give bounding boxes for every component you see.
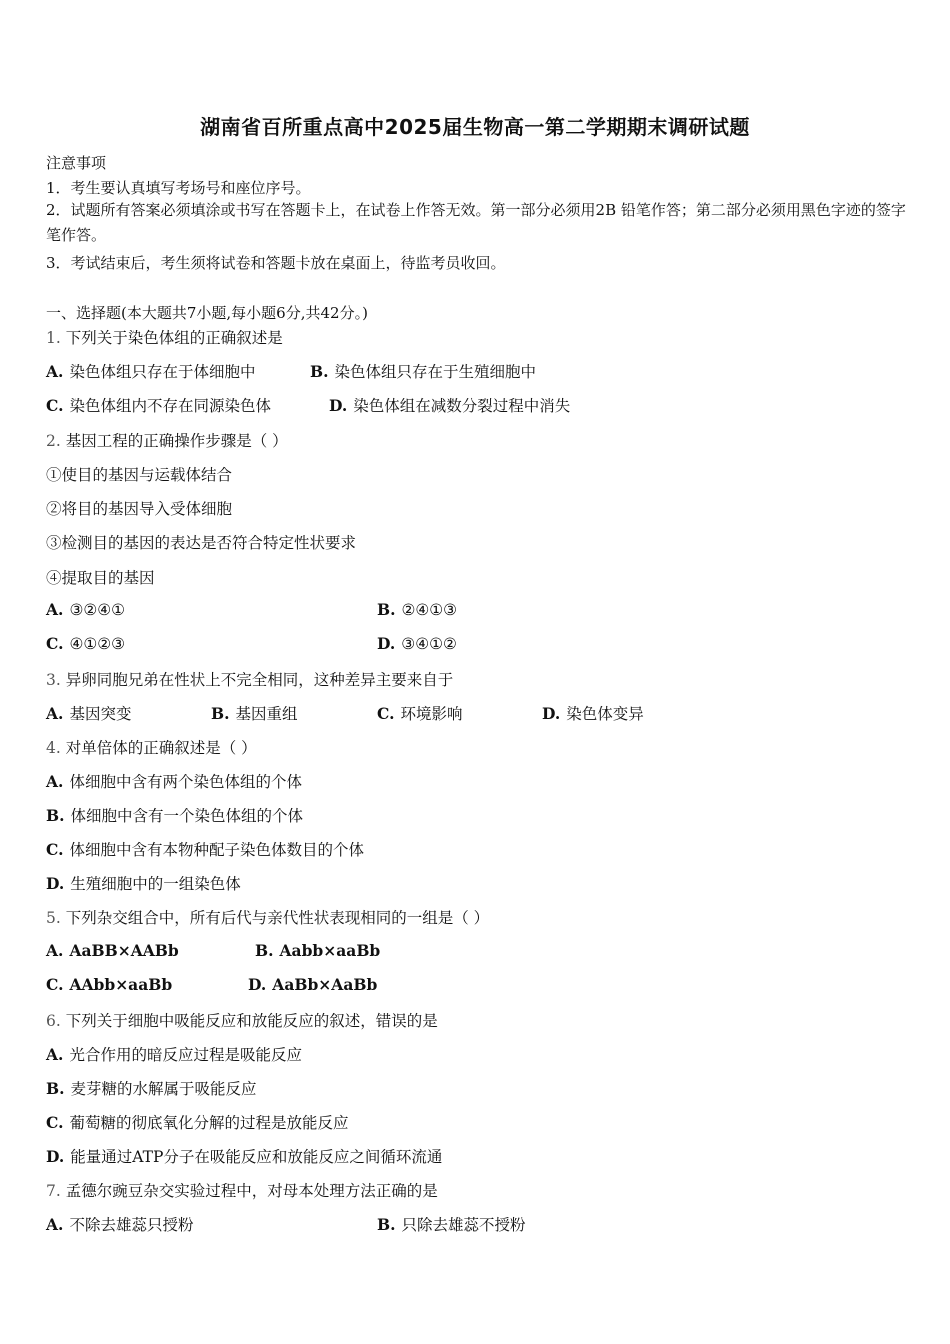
option-4b: B. 体细胞中含有一个染色体组的个体 [46, 806, 304, 825]
step-4: ④提取目的基因 [46, 569, 155, 587]
option-3b: B. 基因重组 [211, 704, 298, 723]
question-number: 1. [46, 329, 61, 347]
option-3a: A. 基因突变 [46, 704, 132, 723]
option-2b: B. ②④①③ [377, 600, 458, 619]
exam-title: 湖南省百所重点高中2025届生物高一第二学期期末调研试题 [200, 115, 750, 139]
option-6c: C. 葡萄糖的彻底氧化分解的过程是放能反应 [46, 1113, 349, 1132]
notice-item-3: 3．考试结束后，考生须将试卷和答题卡放在桌面上，待监考员收回。 [46, 254, 506, 272]
step-2: ②将目的基因导入受体细胞 [46, 500, 233, 518]
option-1c: C. 染色体组内不存在同源染色体 [46, 396, 271, 415]
option-1a: A. 染色体组只存在于体细胞中 [46, 362, 256, 381]
notice-item-2: 2．试题所有答案必须填涂或书写在答题卡上，在试卷上作答无效。第一部分必须用2B 铅笔作答；第二部分必须用黑色字迹的签字笔作答。 [46, 201, 906, 244]
step-3: ③检测目的基因的表达是否符合特定性状要求 [46, 534, 357, 552]
option-5b: B. Aabb×aaBb [255, 941, 381, 960]
question-stem: 孟德尔豌豆杂交实验过程中，对母本处理方法正确的是 [65, 1182, 438, 1200]
option-1d: D. 染色体组在减数分裂过程中消失 [329, 396, 571, 415]
option-3c: C. 环境影响 [377, 704, 463, 723]
question-6 [46, 1009, 438, 1031]
option-7a: A. 不除去雄蕊只授粉 [46, 1215, 194, 1234]
option-4c: C. 体细胞中含有本物种配子染色体数目的个体 [46, 840, 364, 859]
option-5c: C. AAbb×aaBb [46, 975, 173, 994]
question-4 [46, 736, 257, 758]
option-4d: D. 生殖细胞中的一组染色体 [46, 874, 241, 893]
section-heading: 一、选择题(本大题共7小题,每小题6分,共42分。) [46, 304, 368, 322]
question-5 [46, 906, 489, 928]
notice-heading: 注意事项 [46, 154, 107, 172]
option-1b: B. 染色体组只存在于生殖细胞中 [310, 362, 537, 381]
option-2d: D. ③④①② [377, 634, 457, 653]
question-1 [46, 326, 283, 348]
option-6b: B. 麦芽糖的水解属于吸能反应 [46, 1079, 257, 1098]
question-stem: 下列关于细胞中吸能反应和放能反应的叙述，错误的是 [65, 1012, 438, 1030]
question-number: 6. [46, 1012, 61, 1030]
question-number: 2. [46, 432, 61, 450]
option-5d: D. AaBb×AaBb [248, 975, 378, 994]
question-stem: 下列关于染色体组的正确叙述是 [65, 329, 283, 347]
question-2 [46, 429, 288, 451]
option-6a: A. 光合作用的暗反应过程是吸能反应 [46, 1045, 302, 1064]
option-7b: B. 只除去雄蕊不授粉 [377, 1215, 526, 1234]
question-number: 7. [46, 1182, 61, 1200]
question-stem: 下列杂交组合中，所有后代与亲代性状表现相同的一组是（ ） [65, 909, 490, 927]
option-2c: C. ④①②③ [46, 634, 126, 653]
option-3d: D. 染色体变异 [542, 704, 644, 723]
question-number: 4. [46, 739, 61, 757]
question-number: 5. [46, 909, 61, 927]
option-5a: A. AaBB×AABb [46, 941, 179, 960]
question-3 [46, 668, 453, 690]
step-1: ①使目的基因与运载体结合 [46, 466, 233, 484]
question-stem: 异卵同胞兄弟在性状上不完全相同，这种差异主要来自于 [65, 671, 454, 689]
question-stem: 对单倍体的正确叙述是（ ） [65, 739, 257, 757]
question-stem: 基因工程的正确操作步骤是（ ） [65, 432, 288, 450]
option-4a: A. 体细胞中含有两个染色体组的个体 [46, 772, 302, 791]
option-2a: A. ③②④① [46, 600, 126, 619]
notice-item-1: 1．考生要认真填写考场号和座位序号。 [46, 179, 311, 197]
question-7 [46, 1179, 438, 1201]
question-number: 3. [46, 671, 61, 689]
option-6d: D. 能量通过ATP分子在吸能反应和放能反应之间循环流通 [46, 1147, 443, 1166]
